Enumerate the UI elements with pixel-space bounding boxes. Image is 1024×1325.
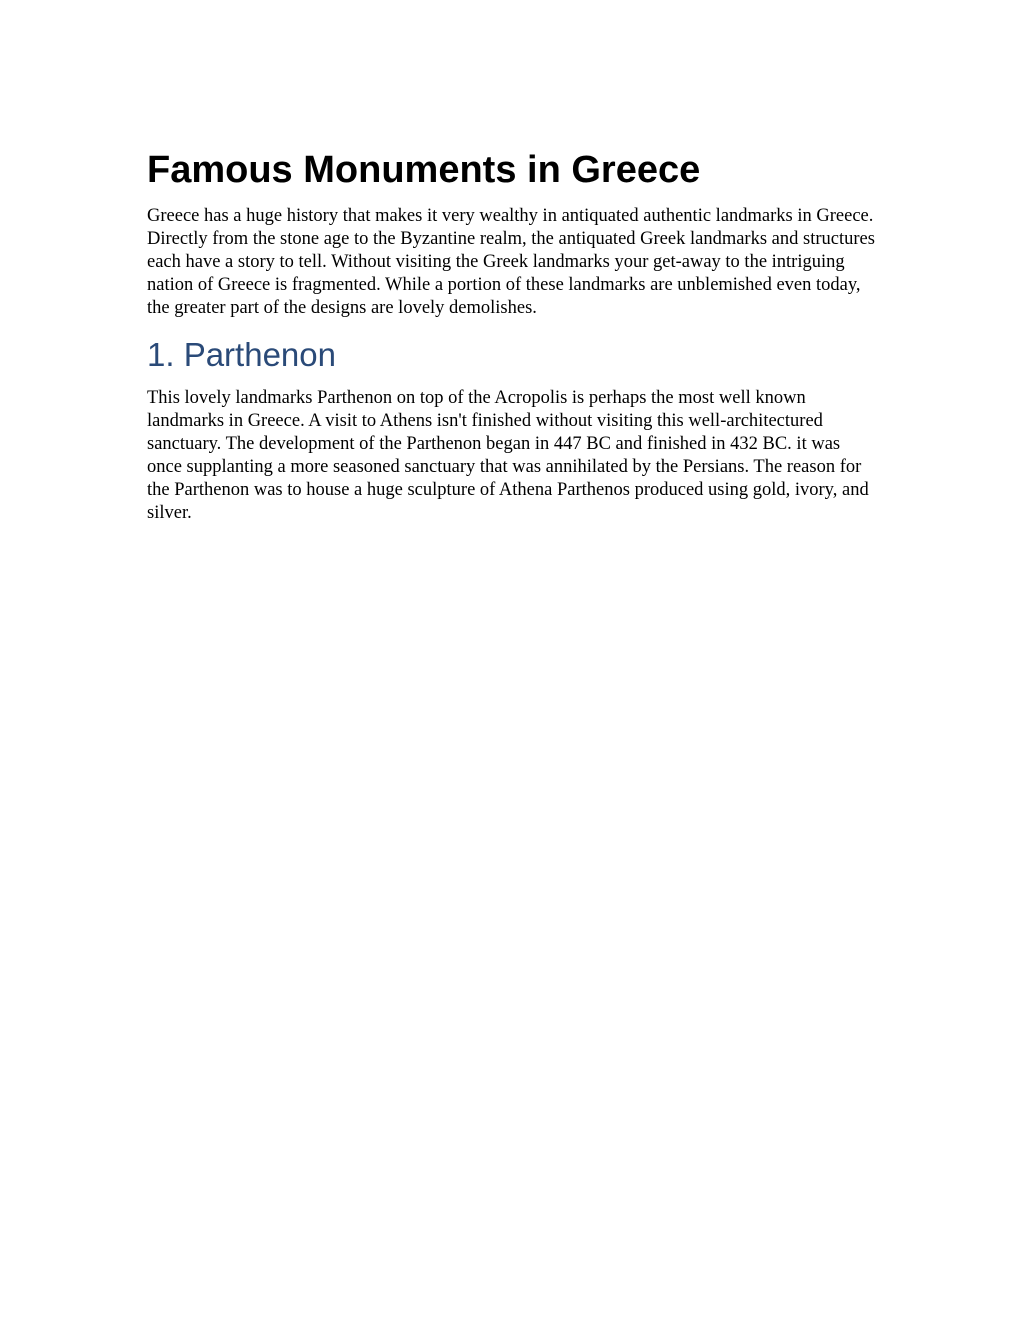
document-page — [147, 146, 877, 525]
section-parthenon — [147, 335, 877, 525]
document-title: Famous Monuments in Greece — [147, 149, 701, 191]
intro-paragraph: Greece has a huge history that makes it very wealthy in antiquated authentic landmarks in Greece. Directly from the stone age to the Byzantine realm, the antiquated Greek landmarks and structures each have a story to tell. Without visiting the Greek landmarks your get-away to the intriguing nation of Greece is fragmented. While a portion of these landmarks are unblemished even today, the greater part of the designs are lovely demolishes. — [147, 206, 875, 318]
section-body: This lovely landmarks Parthenon on top of the Acropolis is perhaps the most well known landmarks in Greece. A visit to Athens isn't finished without visiting this well-architectured sanctuary. The development of the Parthenon began in 447 BC and finished in 432 BC. it was once supplanting a more seasoned sanctuary that was annihilated by the Persians. The reason for the Parthenon was to house a huge sculpture of Athena Parthenos produced using gold, ivory, and silver. — [147, 388, 869, 523]
section-heading: 1. Parthenon — [147, 336, 336, 373]
